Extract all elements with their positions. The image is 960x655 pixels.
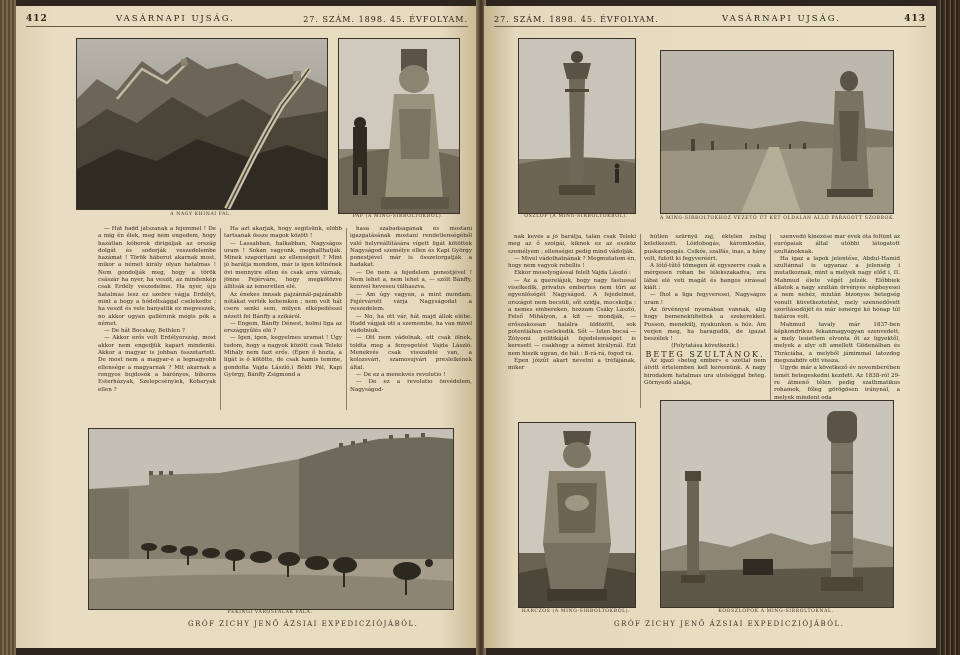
paragraph: — Ihol a liga fegyveresei, Nagyságos uram ! [644, 292, 766, 306]
paragraph: Mahmud tavaly már 1837-ben képkondrikus fekanmagyogyan szenvedett, a mely lesiettem elvonta őt az ügyektől, melyek a ulyr olt amellett Gödenálban és Thráciába, a melyből jámimmal latozdog megszabdiv ottt vissza. [774, 321, 900, 365]
caption-great-wall: A NAGY KHINAI FAL. [170, 212, 232, 217]
paragraph: Ekkor mosolyogással felelt Vajda László : [514, 270, 631, 277]
paragraph: — Az a querelájuk, hogy nagy fastussal viselkedik, privatus embertes nem tűri az egyenlőségét Nagyságod. A fejedelmet, országot nem becsüli, sőt szidja, mocskolja ; a nemes embereken, hozzam Csáky László, Felső Mihályon, a kit — mondják, — erőszakossan halálra üldözött, sok potentiában cselekedik. Sőt — Isten bocsá — Zólyomi politikáját fejedelemségét is keresett — csakhogy a német királynál. Ezt nem hiszik ugyan, de hát : B-rá-rá, fogod rá. [508, 277, 636, 357]
paragraph: A lótő-tűtő tömegen át egyszerre csak a mérgesen rohan be lélekszakadva, ura lábai elé veti magát és hangos sirással kiált : [644, 263, 766, 292]
expedition-credit-right: GRÓF ZICHY JENŐ ÁZSIAI EXPEDICZIÓJÁBÓL. [614, 620, 845, 628]
paragraph: — Akkor erős volt Erdélyország, most akkor nem engedjük kapart mindenki. Akkor a magyar is jobban összetartott. De most nem a magyar-e a legnagyobb ellensége a magyarnak ? Mit akarnak a rongyos bujdosók a bárónyos, bíboros Esterházyak, Szelepcsényiek, Kobaryak ellen ? [98, 335, 216, 393]
column-rule [220, 228, 221, 410]
column-rule [346, 228, 347, 410]
left-text-column-2 [224, 226, 342, 412]
paragraph: hűtlen szürnyü zaj, éktelen zsibaj keletkezett. Lóidobogás, káromkodás, puskaropogás. Csikós, szalfás, inas, a hány volt, futott ki fegyveréért. [644, 234, 766, 262]
photo-great-wall [76, 38, 328, 210]
page-edge-left [0, 0, 16, 655]
paragraph: Az igazi »beteg ember« e szótlal nem átvitt értelemben kell keresnünk. A nagy birodalom hatalmas ura utolsóggal beteg. Görnyedő alakja, [644, 358, 766, 386]
paragraph: nak kevés a jó barátja, talán csak Teleki meg az ő szolgái, kiknek ez az eszköz személyem ; ellenségei pedig mind vádolják. [508, 234, 636, 255]
paragraph: hasa szabadságának és mostani igazgatásának mostani rendetlenségéből való helyreállítására vígett ligát kötöttek Nagyságod személye ellen és Kapi György ponestjével már is összetorgatják a hadakat. [350, 226, 472, 269]
right-page [484, 6, 936, 648]
photo-stone-pillar [518, 38, 636, 214]
caption-warrior-statue: HARCZOS (A MING-SIRBOLTOKBÓL). [521, 609, 631, 614]
paragraph: Épen jóizűt akart nevetni a tréfájának, miker [508, 358, 636, 372]
issue-line: 27. SZÁM. 1898. 45. ÉVFOLYAM. [303, 14, 468, 24]
photo-city-wall-camels [88, 428, 454, 610]
paragraph: — No, ha ott vár, hát majd állok elébe. Hadd vágjak ott a szemembe, ha van mivel vádolniuk. [350, 313, 472, 335]
running-title: VASÁRNAPI UJSÁG. [722, 14, 841, 24]
left-page-header [26, 12, 468, 27]
column-rule [770, 234, 771, 408]
page-number: 412 [26, 14, 48, 24]
right-text-column-1 [508, 234, 636, 410]
caption-spirit-way: A MING-SIRBOLTOKHOZ VEZETŐ ÚT KÉT OLDALÁN ÁLLÓ FARAGOTT SZOBROK. [660, 216, 896, 221]
paragraph: — De nem a fejedelem ponestjével ! Nem lehet a, nem lehet a, — szólt Bánffy, kenivel heveseu túlhaszva. [350, 269, 472, 291]
paragraph: — Lassabban, halkabban, Nagyságos uram ! Sokan vagyunk, meghallhatják. Minek szaporitani az ellenségeit ? Mint jó barátja mondom, már is igen kötnének övi mennyire ellen és csak arra várnak, jönne Fejérváre, hogy megkötözve állítsák az ismeretlen elé. [224, 240, 342, 291]
caption-city-wall: PEKINGI VÁROSFALAK FALA. [227, 610, 313, 615]
to-be-continued: (Folytatása következik.) [671, 343, 739, 350]
paragraph: — Am úgy vagyon, a mint mondam. Fejérvárott várja Nagyságodat a veszedelem. [350, 291, 472, 313]
paragraph: — De ez a menekvés revolutio ! [356, 371, 446, 378]
running-title: VASÁRNAPI UJSÁG. [116, 14, 235, 24]
right-page-header [494, 12, 926, 27]
paragraph: szenvedő kinézése már évek óta feltűnt az európaiak által utóbbi látogatott szultánoknak. [774, 234, 900, 255]
caption-stone-columns: KŐOSZLOPOK A MING-SIRBOLTOKNÁL. [718, 609, 834, 614]
paragraph: Ha igaz a lapok jelentése, Abdul-Hamid szultánnal is ugyanaz a jelenség i mutatkoznak, mint a melyek nagy előd i, II. Mahmud élete végét jelzék. Előbbiek állatok a nagy szultán örvényes népbeyesei a nem nehéz, miután bizonyos betegség vonult küvetkeztetést, mely szennedővelt szorításodójét és már ismergé kó hónap túl határos volt. [774, 255, 900, 321]
page-number: 413 [904, 14, 926, 24]
paragraph: — Igen, igen, kegyelmes uramat ! Úgy tudom, hogy a nagyok között csak Teleki Mihály nem fazt erős. (Épen ő hozta, a ligát is ő kötötte, de csak hamis temme, gondolta Vajda László.) Béldi Pál, Kapi György, Bánffy Zsigmond a [224, 335, 342, 378]
photo-warrior-statue [518, 422, 636, 608]
paragraph: — De ez a revolutio önvédelem, Nagyságod- [350, 379, 472, 393]
paragraph: Az énekes innsak pajzánnál-pajzánabb nótákat verték kehemkon ; nem volt hát csere senki sem, milyen elképedéssel nézett fel Bánffy a szikáról. [224, 291, 342, 320]
photo-spirit-way [660, 50, 894, 214]
paragraph: — De hát Bocskay, Bethlen ? [104, 328, 185, 335]
paragraph: Az örvénnyel nyomában vannak, alig hogy bemenekültettek a szekerekkel. Pusson, menekülj, nyakunkon a hóz. Am verjen meg, ha haragudik, de igazat beszélek ! [644, 306, 766, 343]
right-text-column-3 [774, 234, 900, 410]
left-text-column-1 [98, 226, 216, 412]
paragraph: Ugyde már a következő év novemberében ismét betegeskedni kezdett. Az 1838-ról 29-re átmenő télen pedig szathmatikus rohamok, főleg görögösen iránynál, a melyek mindent oda [774, 365, 900, 401]
section-heading: BETEG SZULTÁNOK. [645, 349, 765, 359]
paragraph: — Hát hadd játszanak a fejemmel ! De a mig én élek, meg nem engedem, hogy hazátlan kóborok dirigáljak az ország dolgát és sodorják veszedelembe hazámat ! Török háborut akarnak most, mikor a német király olyan hatalmas ! Nem gondolják meg, hogy a török császár ha nyer, ha veszit, az mindenkép csak Erdély veszedelme. Ha nyer, úju hatalmas lesz ez szebre vágja Erdélyt, mint a hogy a hódoltsággal cselekedte ; ha veszit és vele hanyatlik ez megveszek, no akkor ugyan gallérunk mégis pók a német. [98, 226, 216, 327]
caption-stone-pillar: OSZLOP (A MING-SIRBOLTOKBÓL). [524, 214, 628, 219]
left-text-column-3 [350, 226, 472, 412]
photo-stone-columns [660, 400, 894, 608]
paragraph: — Mivel vádolhatnának ? Megmutatom én, hogy nem vagyok rebellis ! [508, 255, 636, 270]
paragraph: Ha azt akarjak, hogy segítsünk, előbb tartsanak össze magok között ! [224, 226, 342, 240]
paragraph: — Ott nem vádolnak, ott csak ölnek, toldta meg a fenyegetést Vajda László. Menekvés csak visszafelé van, a kolozsvári, szamosujvári preslelkének által. [350, 335, 472, 371]
right-text-column-2 [644, 234, 766, 410]
issue-line: 27. SZÁM. 1898. 45. ÉVFOLYAM. [494, 14, 659, 24]
expedition-credit-left: GRÓF ZICHY JENŐ ÁZSIAI EXPEDICZIÓJÁBÓL. [188, 620, 419, 628]
left-page [16, 6, 478, 648]
column-rule [640, 234, 641, 408]
paragraph: — Engem, Bánffy Dénest, holmi liga az országgyűlés elé ? [224, 320, 342, 335]
photo-priest-statue [338, 38, 460, 214]
caption-priest-statue: PAP (A MING-SIRBOLTOKBÓL). [352, 214, 444, 219]
page-edge-right [938, 0, 960, 655]
